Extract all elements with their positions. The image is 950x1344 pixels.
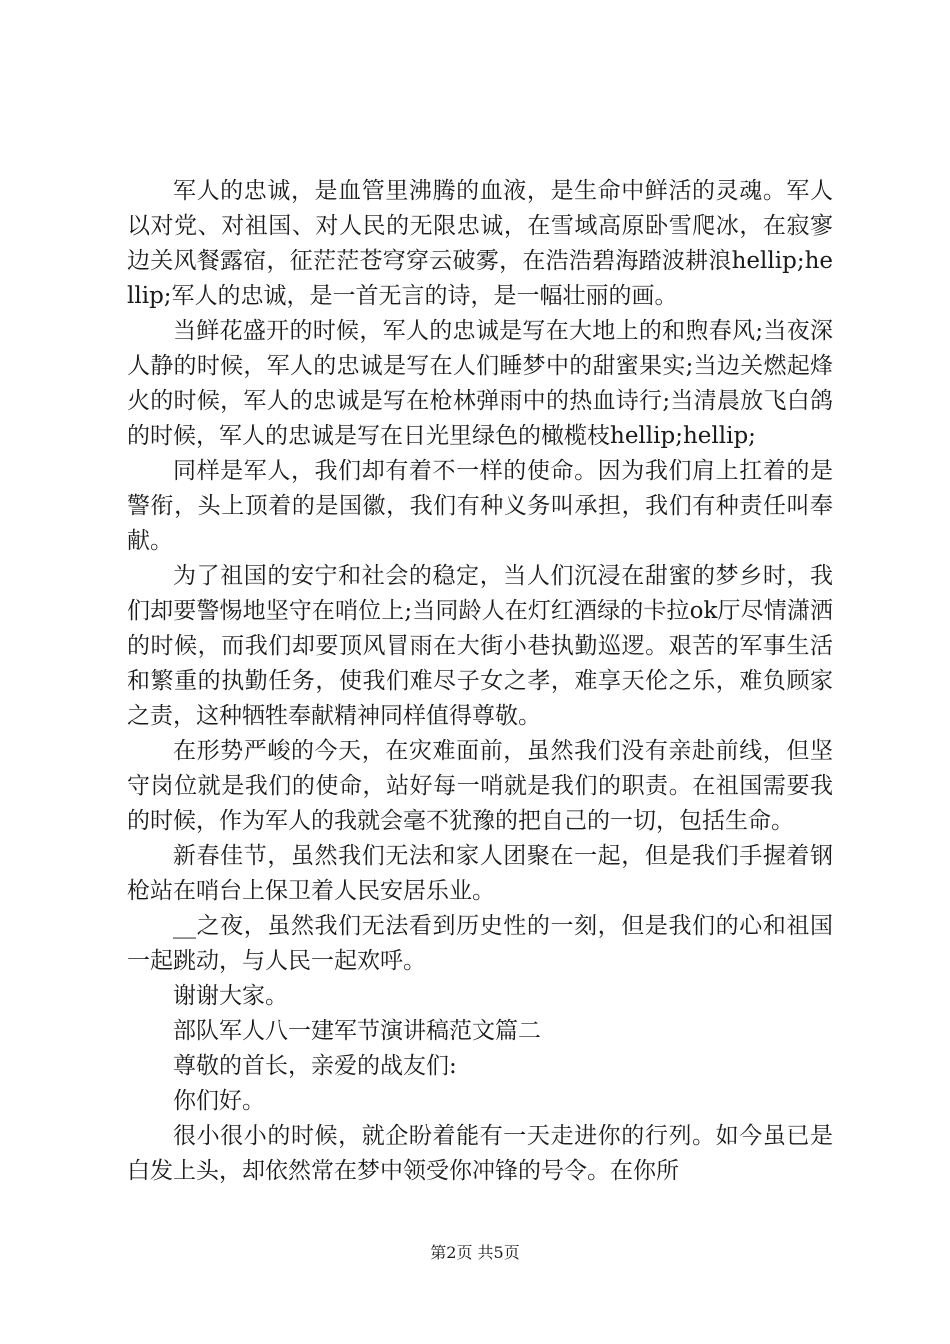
page-footer: 第2页 共5页 [430, 1243, 520, 1262]
greeting: 你们好。 [173, 1088, 265, 1114]
paragraph-thanks: 谢谢大家。 [173, 983, 288, 1009]
salutation: 尊敬的首长，亲爱的战友们: [173, 1053, 457, 1079]
paragraph-mission: 同样是军人，我们却有着不一样的使命。因为我们肩上扛着的是警衔，头上顶着的是国徽，我们有种义务叫承担，我们有种责任叫奉献。 [127, 458, 833, 554]
document-body [127, 174, 833, 1189]
paragraph-disaster: 在形势严峻的今天，在灾难面前，虽然我们没有亲赴前线，但坚守岗位就是我们的使命，站好每一哨就是我们的职责。在祖国需要我的时候，作为军人的我就会毫不犹豫的把自己的一切，包括生命。 [127, 738, 833, 834]
section-heading: 部队军人八一建军节演讲稿范文篇二 [173, 1018, 541, 1044]
paragraph-childhood: 很小很小的时候，就企盼着能有一天走进你的行列。如今虽已是白发上头，却依然常在梦中领受你冲锋的号令。在你所 [127, 1123, 833, 1184]
paragraph-night: __之夜，虽然我们无法看到历史性的一刻，但是我们的心和祖国一起跳动，与人民一起欢呼。 [127, 913, 833, 974]
paragraph-loyalty: 军人的忠诚，是血管里沸腾的血液，是生命中鲜活的灵魂。军人以对党、对祖国、对人民的无限忠诚，在雪域高原卧雪爬冰，在寂寥边关风餐露宿，征茫茫苍穹穿云破雾，在浩浩碧海踏波耕浪hellip;hellip;军人的忠诚，是一首无言的诗，是一幅壮丽的画。 [127, 178, 833, 309]
paragraph-spring-festival: 新春佳节，虽然我们无法和家人团聚在一起，但是我们手握着钢枪站在哨台上保卫着人民安居乐业。 [127, 843, 833, 904]
paragraph-seasons: 当鲜花盛开的时候，军人的忠诚是写在大地上的和煦春风;当夜深人静的时候，军人的忠诚是写在人们睡梦中的甜蜜果实;当边关燃起烽火的时候，军人的忠诚是写在枪林弹雨中的热血诗行;当清晨放飞白鸽的时候，军人的忠诚是写在日光里绿色的橄榄枝hellip;hellip; [127, 318, 833, 449]
paragraph-duty: 为了祖国的安宁和社会的稳定，当人们沉浸在甜蜜的梦乡时，我们却要警惕地坚守在哨位上;当同龄人在灯红酒绿的卡拉ok厅尽情潇洒的时候，而我们却要顶风冒雨在大街小巷执勤巡逻。艰苦的军事生活和繁重的执勤任务，使我们难尽子女之孝，难享天伦之乐，难负顾家之责，这种牺牲奉献精神同样值得尊敬。 [127, 563, 833, 729]
